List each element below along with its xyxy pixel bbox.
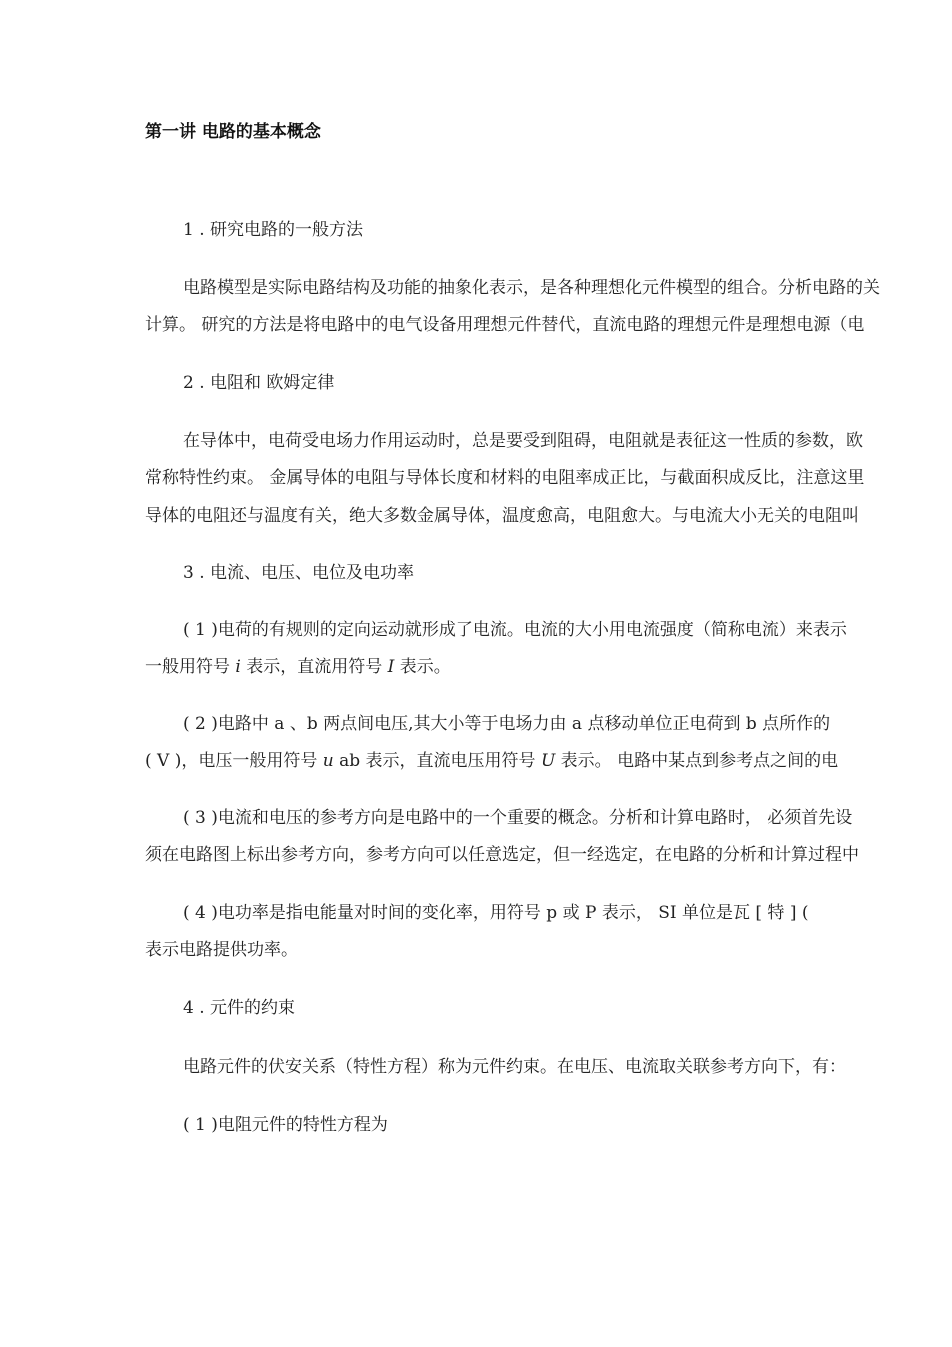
section-1-paragraph-line-1: 电路模型是实际电路结构及功能的抽象化表示，是各种理想化元件模型的组合。分析电路的关 bbox=[183, 278, 880, 298]
current-symbol-i: i bbox=[235, 657, 241, 677]
section-1-heading: 1 . 研究电路的一般方法 bbox=[183, 220, 364, 240]
voltage-symbol-U: U bbox=[540, 751, 556, 771]
section-3-item-3-line-1: ( 3 )电流和电压的参考方向是电路中的一个重要的概念。分析和计算电路时， 必须首先设 bbox=[183, 808, 853, 828]
text-span: 表示，直流用符号 bbox=[240, 657, 388, 677]
section-4-paragraph-line-1: 电路元件的伏安关系（特性方程）称为元件约束。在电压、电流取关联参考方向下，有： bbox=[183, 1057, 846, 1077]
section-3-item-4-line-1: ( 4 )电功率是指电能量对时间的变化率，用符号 p 或 P 表示， SI 单位是瓦 [ 特 ] ( bbox=[183, 903, 809, 923]
document-title: 第一讲 电路的基本概念 bbox=[145, 122, 321, 142]
current-symbol-I: I bbox=[387, 657, 395, 677]
section-4-heading: 4 . 元件的约束 bbox=[183, 998, 296, 1018]
text-span: 表示。 电路中某点到参考点之间的电 bbox=[555, 751, 839, 771]
section-3-heading: 3 . 电流、电压、电位及电功率 bbox=[183, 563, 415, 583]
section-3-item-1-line-1: ( 1 )电荷的有规则的定向运动就形成了电流。电流的大小用电流强度（简称电流）来表示 bbox=[183, 620, 847, 640]
section-3-item-2-line-1: ( 2 )电路中 a 、b 两点间电压,其大小等于电场力由 a 点移动单位正电荷到 b 点所作的 bbox=[183, 714, 831, 734]
section-3-item-3-line-2: 须在电路图上标出参考方向，参考方向可以任意选定，但一经选定，在电路的分析和计算过程中 bbox=[145, 845, 859, 865]
text-span: 表示。 bbox=[394, 657, 451, 677]
voltage-symbol-u: u bbox=[322, 751, 334, 771]
text-span: ( V )，电压一般用符号 bbox=[145, 751, 323, 771]
text-span: 一般用符号 bbox=[145, 657, 236, 677]
section-1-paragraph-line-2: 计算。 研究的方法是将电路中的电气设备用理想元件替代，直流电路的理想元件是理想电源（电 bbox=[145, 315, 865, 335]
section-3-item-1-line-2 bbox=[145, 657, 451, 677]
section-3-item-4-line-2: 表示电路提供功率。 bbox=[145, 940, 298, 960]
section-4-item-1-line-1: ( 1 )电阻元件的特性方程为 bbox=[183, 1115, 388, 1135]
section-2-paragraph-line-2: 常称特性约束。 金属导体的电阻与导体长度和材料的电阻率成正比，与截面积成反比，注意这里 bbox=[145, 468, 865, 488]
text-span: ab 表示，直流电压用符号 bbox=[333, 751, 541, 771]
section-2-paragraph-line-3: 导体的电阻还与温度有关，绝大多数金属导体，温度愈高，电阻愈大。与电流大小无关的电阻叫 bbox=[145, 506, 859, 526]
section-2-paragraph-line-1: 在导体中，电荷受电场力作用运动时，总是要受到阻碍，电阻就是表征这一性质的参数，欧 bbox=[183, 431, 863, 451]
section-2-heading: 2 . 电阻和 欧姆定律 bbox=[183, 373, 335, 393]
section-3-item-2-line-2 bbox=[145, 751, 838, 771]
